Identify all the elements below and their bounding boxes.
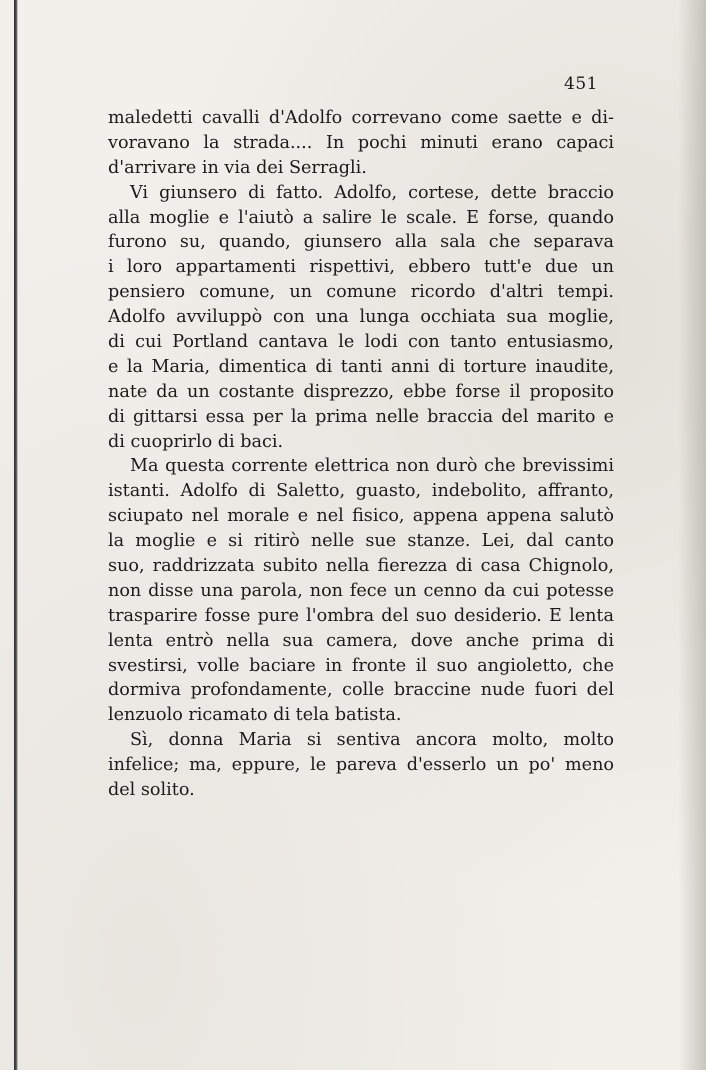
page-shadow — [678, 0, 706, 1070]
text-line: pensiero comune, un comune ricordo d'altri tempi. — [108, 282, 614, 303]
text-line: sciupato nel morale e nel fisico, appena appena salutò — [108, 506, 614, 527]
text-line: trasparire fosse pure l'ombra del suo desiderio. E lenta — [108, 605, 614, 626]
text-line: alla moglie e l'aiutò a salire le scale. E forse, quando — [108, 207, 614, 228]
binding-edge — [14, 0, 18, 1070]
text-line: istanti. Adolfo di Saletto, guasto, indebolito, affranto, — [108, 481, 614, 502]
text-line: svestirsi, volle baciare in fronte il suo angioletto, che — [108, 655, 614, 676]
text-line: del solito. — [108, 780, 195, 801]
text-line: i loro appartamenti rispettivi, ebbero tutt'e due un — [108, 257, 614, 278]
text-line: infelice; ma, eppure, le pareva d'esserlo un po' meno — [108, 755, 614, 776]
text-line: furono su, quando, giunsero alla sala che separava — [108, 232, 614, 253]
text-line: di gittarsi essa per la prima nelle braccia del marito e — [108, 406, 614, 427]
text-line: suo, raddrizzata subito nella fierezza di casa Chignolo, — [108, 556, 614, 577]
body-text — [108, 106, 614, 803]
text-line: di cui Portland cantava le lodi con tanto entusiasmo, — [108, 332, 614, 353]
text-line: Ma questa corrente elettrica non durò che brevissimi — [130, 456, 614, 477]
text-line: la moglie e si ritirò nelle sue stanze. Lei, dal canto — [108, 531, 614, 552]
text-line: Sì, donna Maria si sentiva ancora molto, molto — [130, 730, 614, 751]
page-number: 451 — [564, 74, 598, 94]
text-line: di cuoprirlo di baci. — [108, 431, 284, 452]
text-line: maledetti cavalli d'Adolfo correvano come saette e di- — [108, 108, 614, 128]
text-line: dormiva profondamente, colle braccine nude fuori del — [108, 680, 614, 701]
text-line: d'arrivare in via dei Serragli. — [108, 157, 367, 178]
text-line: Vi giunsero di fatto. Adolfo, cortese, dette braccio — [130, 182, 614, 203]
text-line: Adolfo avviluppò con una lunga occhiata sua moglie, — [108, 307, 614, 328]
text-line: nate da un costante disprezzo, ebbe forse il proposito — [108, 381, 614, 402]
text-line: non disse una parola, non fece un cenno da cui potesse — [108, 580, 614, 601]
text-line: e la Maria, dimentica di tanti anni di torture inaudite, — [108, 356, 614, 377]
text-line: voravano la strada.... In pochi minuti erano capaci — [108, 132, 614, 153]
text-line: lenta entrò nella sua camera, dove anche prima di — [108, 630, 614, 651]
text-line: lenzuolo ricamato di tela batista. — [108, 705, 402, 726]
